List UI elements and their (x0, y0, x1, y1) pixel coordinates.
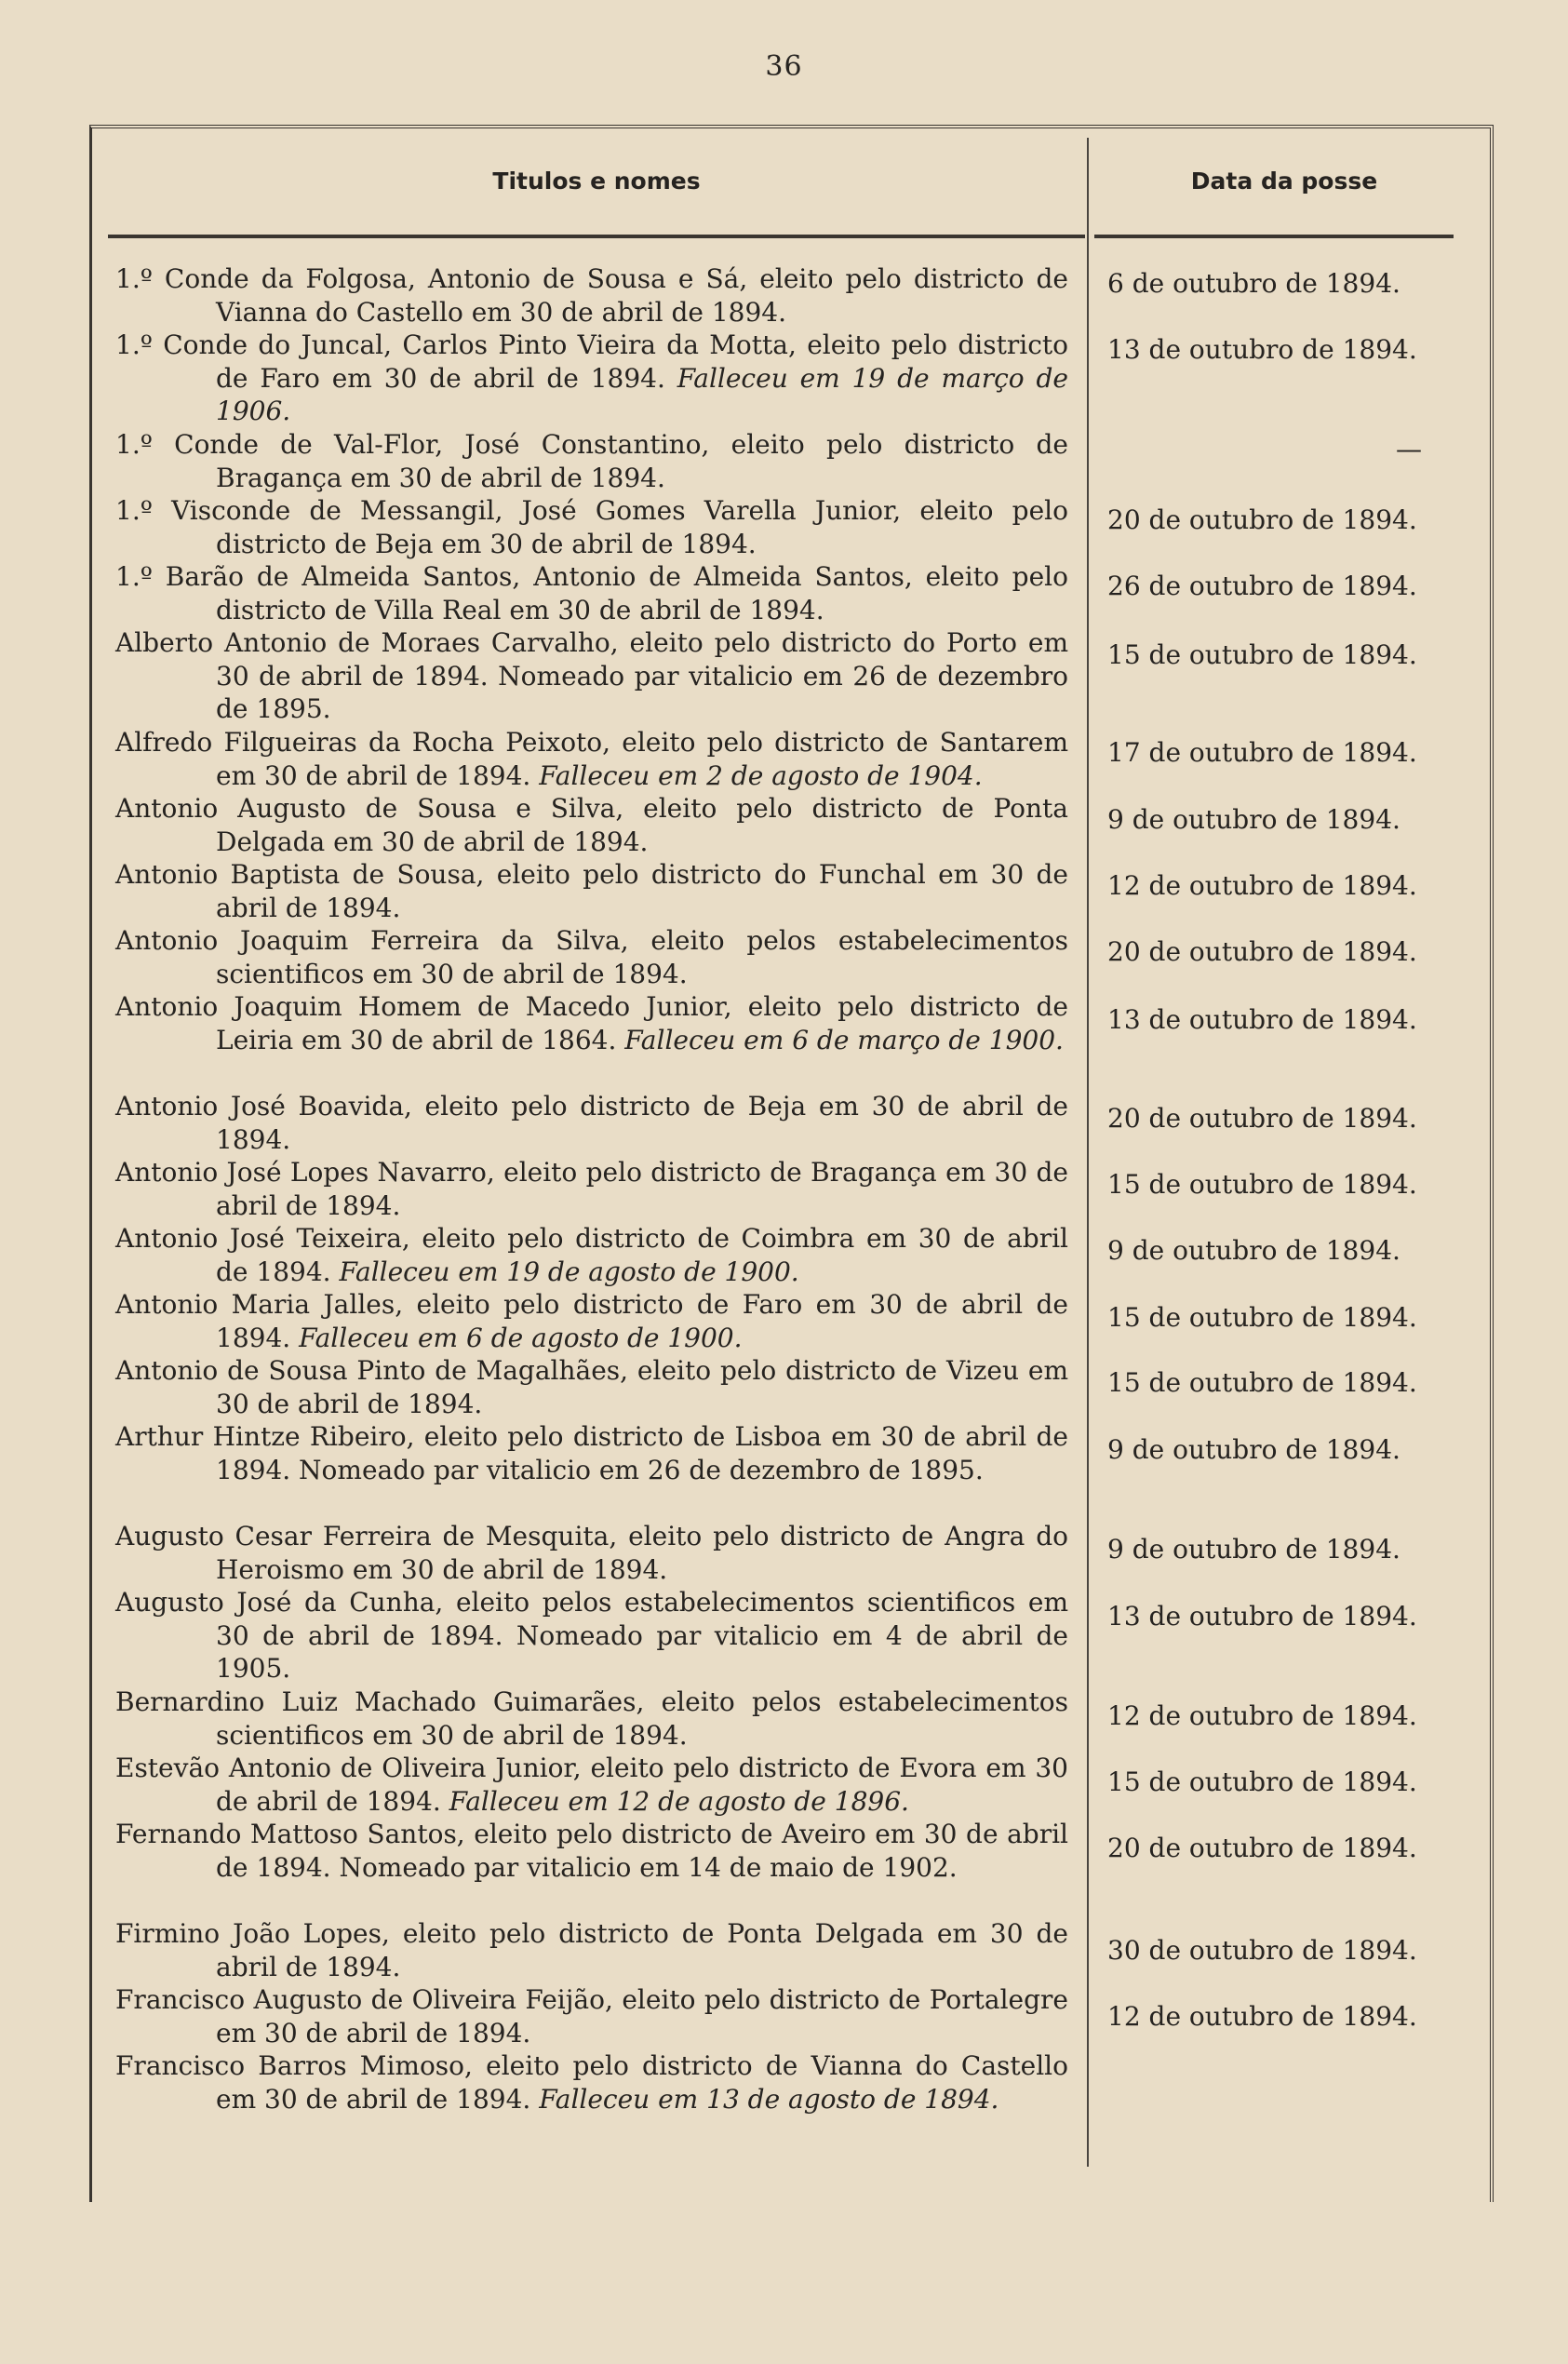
table-row (115, 2049, 1068, 2116)
table-row (115, 1586, 1068, 1686)
entry-text: Alfredo Filgueiras da Rocha Peixoto, eleito pelo districto de Santarem em 30 de abril de 1894. (115, 727, 1068, 791)
entry-date: — (1396, 434, 1422, 464)
entry-date: 15 de outubro de 1894. (1107, 1302, 1417, 1333)
column-header-date: Data da posse (1190, 168, 1378, 195)
entry-date: 9 de outubro de 1894. (1107, 1434, 1400, 1465)
column-divider (1087, 138, 1089, 2167)
page-number: 36 (765, 50, 803, 83)
table-row (115, 262, 1068, 329)
table-row (115, 1090, 1068, 1156)
table-row (115, 1156, 1068, 1222)
table-row (115, 1983, 1068, 2049)
entry-text: Arthur Hintze Ribeiro, eleito pelo districto de Lisboa em 30 de abril de 1894. Nomeado par vitalicio em 26 de dezembro de 1895. (115, 1421, 1068, 1485)
entry-date: 9 de outubro de 1894. (1107, 804, 1400, 835)
entry-text: Fernando Mattoso Santos, eleito pelo districto de Aveiro em 30 de abril de 1894. Nomeado par vitalicio em 14 de maio de 1902. (115, 1819, 1068, 1883)
entry-note: Falleceu em 19 de agosto de 1900. (339, 1256, 799, 1287)
entry-date: 9 de outubro de 1894. (1107, 1534, 1400, 1565)
table-row (115, 990, 1068, 1056)
entry-date: 20 de outubro de 1894. (1107, 1833, 1417, 1863)
entry-date: 9 de outubro de 1894. (1107, 1235, 1400, 1266)
entry-date: 17 de outubro de 1894. (1107, 737, 1417, 768)
entry-note: Falleceu em 19 de março de 1906. (216, 362, 1068, 426)
entry-note: Falleceu em 13 de agosto de 1894. (539, 2083, 999, 2115)
entry-text: Francisco Augusto de Oliveira Feijão, eleito pelo districto de Portalegre em 30 de abril de 1894. (115, 1984, 1068, 2048)
table-row (115, 792, 1068, 858)
entry-text: Firmino João Lopes, eleito pelo districto de Ponta Delgada em 30 de abril de 1894. (115, 1918, 1068, 1982)
entry-date: 15 de outubro de 1894. (1107, 1367, 1417, 1398)
table-row (115, 329, 1068, 428)
header-rule-left (108, 235, 1085, 238)
entry-date: 13 de outubro de 1894. (1107, 334, 1417, 365)
entry-text: 1.º Barão de Almeida Santos, Antonio de Almeida Santos, eleito pelo districto de Villa Real em 30 de abril de 1894. (115, 561, 1068, 625)
entry-date: 12 de outubro de 1894. (1107, 1700, 1417, 1731)
table-row (115, 494, 1068, 560)
entry-text: Francisco Barros Mimoso, eleito pelo districto de Vianna do Castello em 30 de abril de 1894. (115, 2050, 1068, 2115)
entry-text: Antonio Augusto de Sousa e Silva, eleito pelo districto de Ponta Delgada em 30 de abril de 1894. (115, 793, 1068, 857)
table-row (115, 428, 1068, 494)
entry-text: Bernardino Luiz Machado Guimarães, eleito pelos estabelecimentos scientificos em 30 de abril de 1894. (115, 1686, 1068, 1751)
table-row (115, 1752, 1068, 1818)
table-row (115, 858, 1068, 924)
entry-date: 6 de outubro de 1894. (1107, 268, 1400, 299)
table-row (115, 1686, 1068, 1752)
entry-text: Antonio Joaquim Homem de Macedo Junior, eleito pelo districto de Leiria em 30 de abril de 1864. (115, 991, 1068, 1055)
column-header-titles: Titulos e nomes (492, 168, 701, 195)
table-row (115, 1288, 1068, 1354)
table-row (115, 924, 1068, 990)
entry-text: Antonio José Lopes Navarro, eleito pelo districto de Bragança em 30 de abril de 1894. (115, 1157, 1068, 1221)
entry-date: 12 de outubro de 1894. (1107, 2001, 1417, 2032)
entry-date: 15 de outubro de 1894. (1107, 1169, 1417, 1200)
entry-note: Falleceu em 2 de agosto de 1904. (539, 759, 983, 791)
entry-text: Alberto Antonio de Moraes Carvalho, eleito pelo districto do Porto em 30 de abril de 1894. Nomeado par vitalicio em 26 de dezembro de 1895. (115, 627, 1068, 724)
entry-text: Antonio José Boavida, eleito pelo districto de Beja em 30 de abril de 1894. (115, 1091, 1068, 1155)
entry-date: 15 de outubro de 1894. (1107, 1766, 1417, 1797)
entry-text: 1.º Visconde de Messangil, José Gomes Varella Junior, eleito pelo districto de Beja em 30 de abril de 1894. (115, 495, 1068, 559)
entry-date: 30 de outubro de 1894. (1107, 1935, 1417, 1966)
entry-date: 15 de outubro de 1894. (1107, 639, 1417, 670)
table-row (115, 1917, 1068, 1983)
entry-text: Antonio Joaquim Ferreira da Silva, eleito pelos estabelecimentos scientificos em 30 de abril de 1894. (115, 925, 1068, 989)
header-rule-right (1094, 235, 1454, 238)
entry-text: Antonio de Sousa Pinto de Magalhães, eleito pelo districto de Vizeu em 30 de abril de 1894. (115, 1355, 1068, 1419)
table-row (115, 626, 1068, 726)
table-row (115, 726, 1068, 792)
entry-text: Augusto Cesar Ferreira de Mesquita, eleito pelo districto de Angra do Heroismo em 30 de abril de 1894. (115, 1521, 1068, 1585)
entry-date: 20 de outubro de 1894. (1107, 1103, 1417, 1134)
table-row (115, 1520, 1068, 1586)
entry-text: Antonio Maria Jalles, eleito pelo districto de Faro em 30 de abril de 1894. (115, 1289, 1068, 1353)
entry-date: 20 de outubro de 1894. (1107, 504, 1417, 535)
entry-text: Antonio Baptista de Sousa, eleito pelo districto do Funchal em 30 de abril de 1894. (115, 859, 1068, 923)
entry-date: 13 de outubro de 1894. (1107, 1601, 1417, 1632)
table-row (115, 1222, 1068, 1288)
entry-text: 1.º Conde de Val-Flor, José Constantino, eleito pelo districto de Bragança em 30 de abril de 1894. (115, 429, 1068, 493)
entry-date: 12 de outubro de 1894. (1107, 870, 1417, 901)
entry-text: 1.º Conde do Juncal, Carlos Pinto Vieira da Motta, eleito pelo districto de Faro em 30 de abril de 1894. (115, 329, 1068, 394)
entry-text: 1.º Conde da Folgosa, Antonio de Sousa e Sá, eleito pelo districto de Vianna do Castello em 30 de abril de 1894. (115, 263, 1068, 328)
table-row (115, 560, 1068, 626)
table-row (115, 1354, 1068, 1420)
table-row (115, 1420, 1068, 1486)
entry-text: Antonio José Teixeira, eleito pelo districto de Coimbra em 30 de abril de 1894. (115, 1223, 1068, 1287)
entry-text: Estevão Antonio de Oliveira Junior, eleito pelo districto de Evora em 30 de abril de 1894. (115, 1753, 1068, 1817)
entry-text: Augusto José da Cunha, eleito pelos estabelecimentos scientificos em 30 de abril de 1894. Nomeado par vitalicio em 4 de abril de 1905. (115, 1587, 1068, 1684)
entry-note: Falleceu em 6 de agosto de 1900. (299, 1322, 743, 1353)
entry-note: Falleceu em 6 de março de 1900. (624, 1024, 1064, 1055)
entry-date: 13 de outubro de 1894. (1107, 1004, 1417, 1035)
entry-date: 20 de outubro de 1894. (1107, 936, 1417, 967)
entry-date: 26 de outubro de 1894. (1107, 571, 1417, 601)
entry-note: Falleceu em 12 de agosto de 1896. (449, 1785, 909, 1817)
table-row (115, 1818, 1068, 1884)
